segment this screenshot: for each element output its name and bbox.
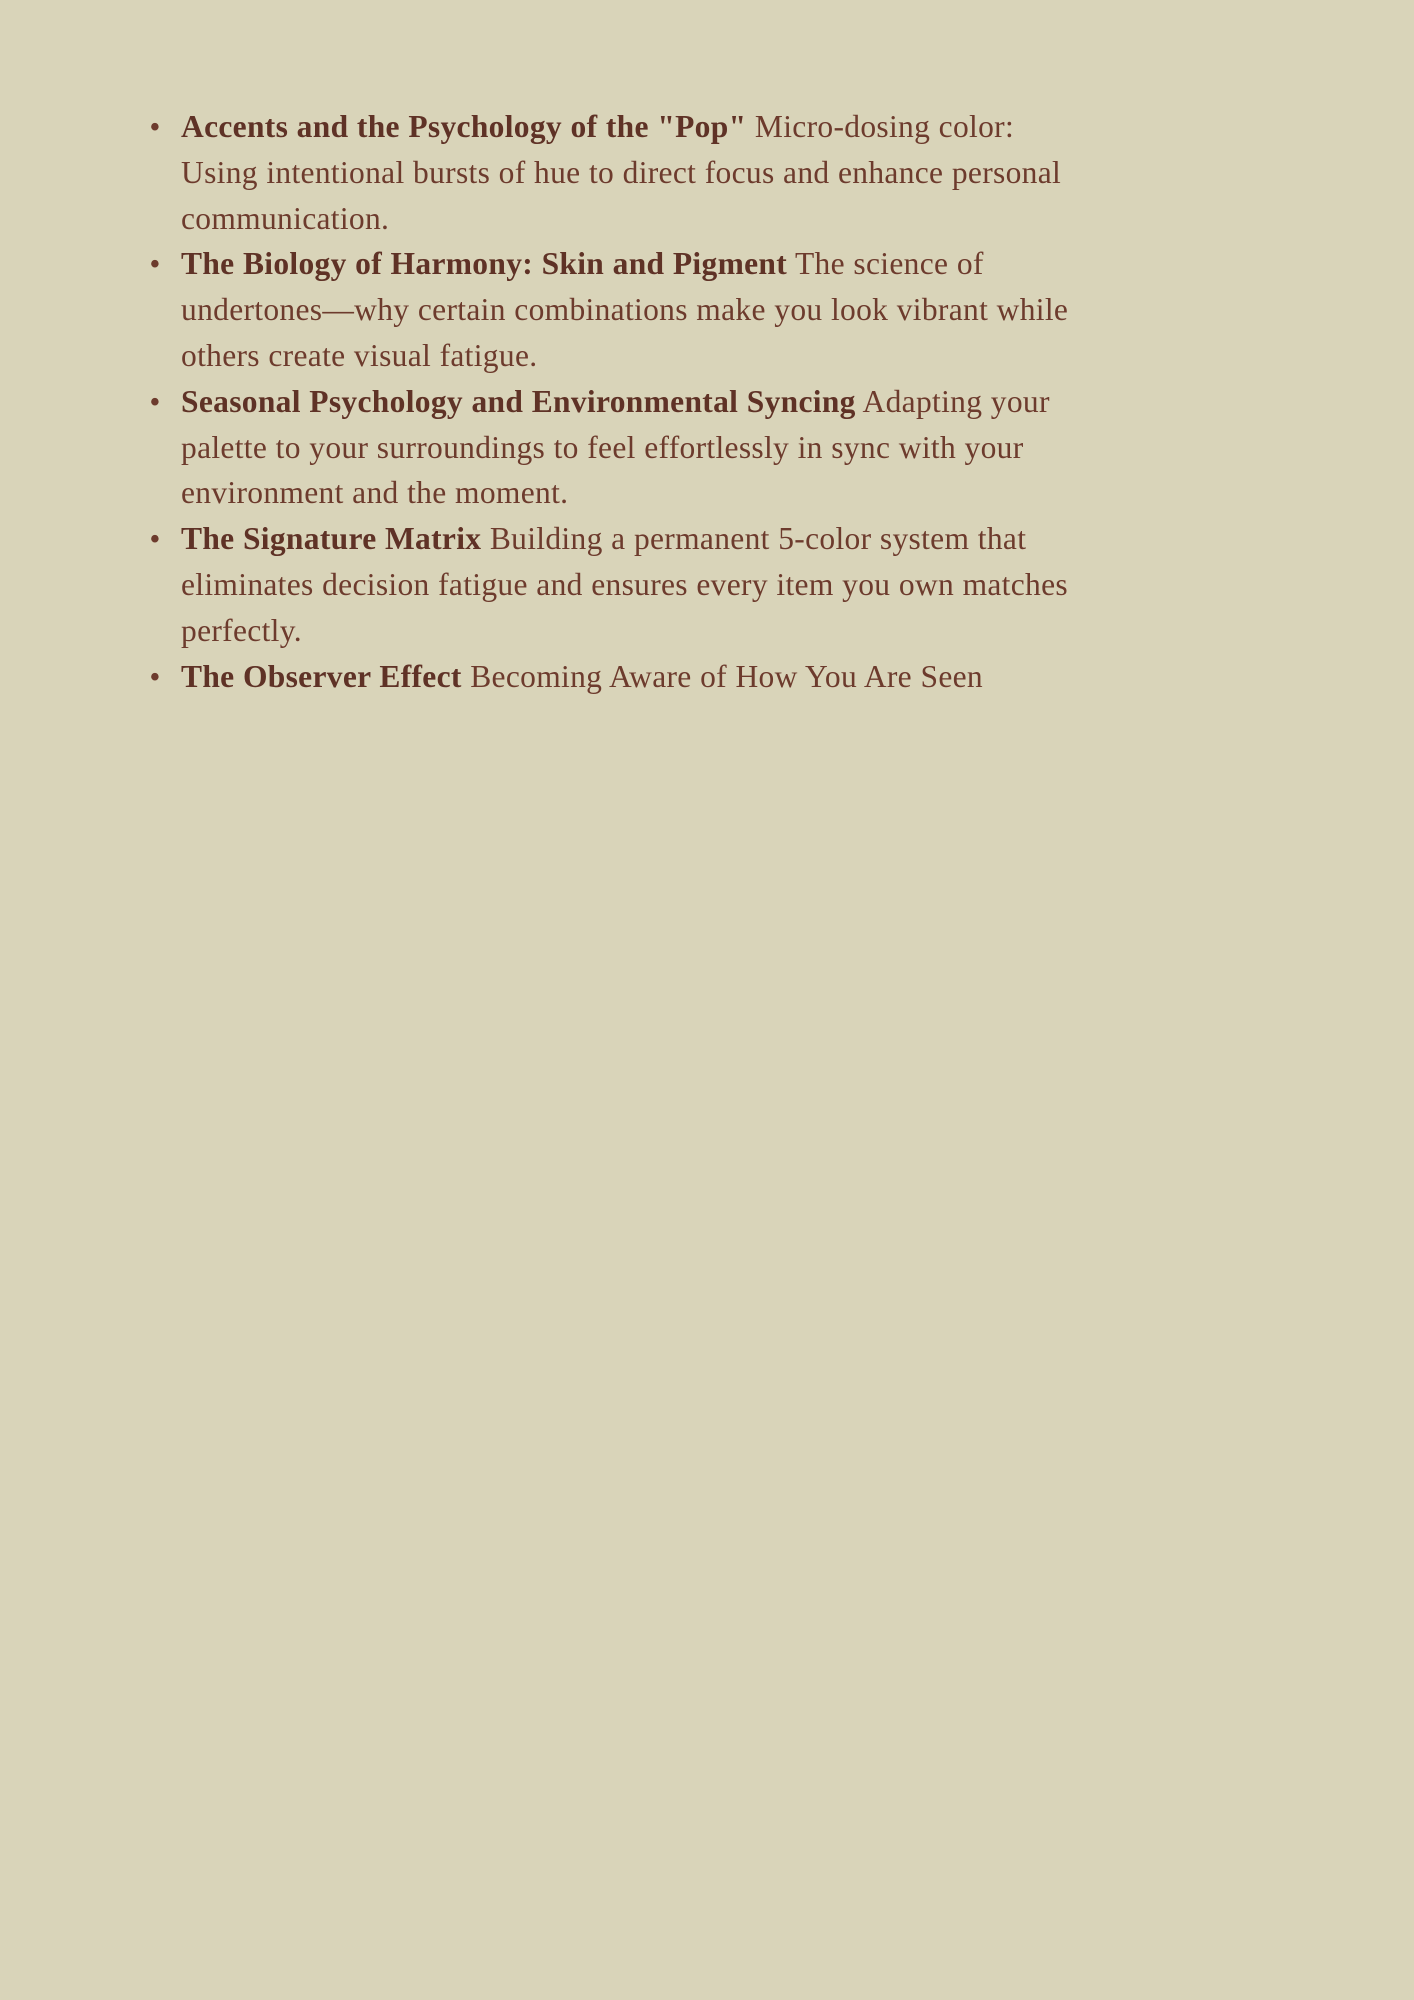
bullet-point-icon: •	[149, 658, 161, 694]
list-item	[149, 516, 1071, 653]
list-item-body-text: Building a permanent 5-color system that eliminates decision fatigue and ensures every item you own matches perfectly.	[181, 521, 1068, 648]
list-item-body-text: Adapting your palette to your surroundings to feel effortlessly in sync with your environment and the moment.	[181, 383, 1050, 511]
topic-bullet-list	[113, 104, 1071, 699]
bullet-point-icon: •	[149, 109, 161, 144]
bullet-point-icon: •	[149, 383, 161, 419]
list-item-lead-text: The Biology of Harmony: Skin and Pigment	[181, 246, 788, 282]
list-item	[149, 104, 1071, 241]
bullet-point-icon: •	[149, 246, 161, 282]
list-item-body-text: The science of undertones—why certain combinations make you look vibrant while others create visual fatigue.	[181, 246, 1069, 373]
list-item-lead-text: The Observer Effect	[181, 658, 462, 694]
list-item-body-text: Becoming Aware of How You Are Seen	[461, 658, 983, 694]
list-item-lead-text: The Signature Matrix	[181, 521, 482, 557]
bullet-point-icon: •	[149, 521, 161, 557]
list-item	[149, 379, 1071, 516]
list-item-lead-text: Accents and the Psychology of the "Pop"	[181, 109, 747, 144]
list-item-lead-text: Seasonal Psychology and Environmental Syncing	[181, 383, 856, 419]
list-item	[149, 241, 1071, 378]
list-item	[149, 654, 1071, 700]
list-item-body-text: Micro-dosing color: Using intentional bursts of hue to direct focus and enhance personal communication.	[181, 109, 1062, 236]
